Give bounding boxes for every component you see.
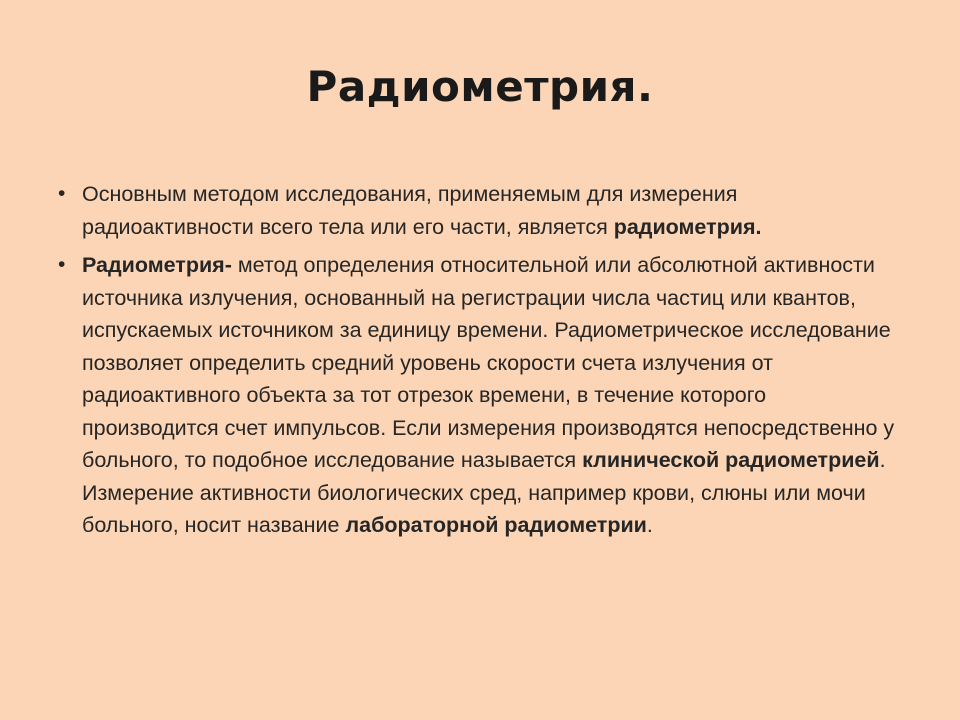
bullet-bold-term: лабораторной радиометрии [345,513,647,537]
bullet-item-1 [58,178,908,243]
bullet-marker: • [58,182,66,205]
bullet-text: . Измерение активности биологических сред, например крови, слюны или мочи больного, носит название [82,448,886,537]
bullet-bold-term: радиометрия. [613,214,762,239]
bullet-text: метод определения относительной или абсолютной активности источника излучения, основанный на регистрации числа частиц или квантов, испускаемых источником за единицу времени. Радиометрическое исследование позволяет определить средний уровень скорости счета излучения от радиоактивного объекта за тот отрезок времени, в течение которого производится счет импульсов. Если измерения производятся непосредственно у больного, то подобное исследование называется [82,253,895,472]
bullet-text: . [646,513,653,537]
bullet-marker: • [58,253,66,276]
bullet-bold-term: клинической радиометрией [582,448,880,472]
bullet-item-2 [58,249,908,542]
bullet-text: Основным методом исследования, применяемым для измерения радиоактивности всего тела или его части, является [82,182,738,239]
bullet-bold-term: Радиометрия- [82,253,232,277]
slide-title: Радиометрия. [306,62,654,111]
bullet-list [58,178,908,548]
